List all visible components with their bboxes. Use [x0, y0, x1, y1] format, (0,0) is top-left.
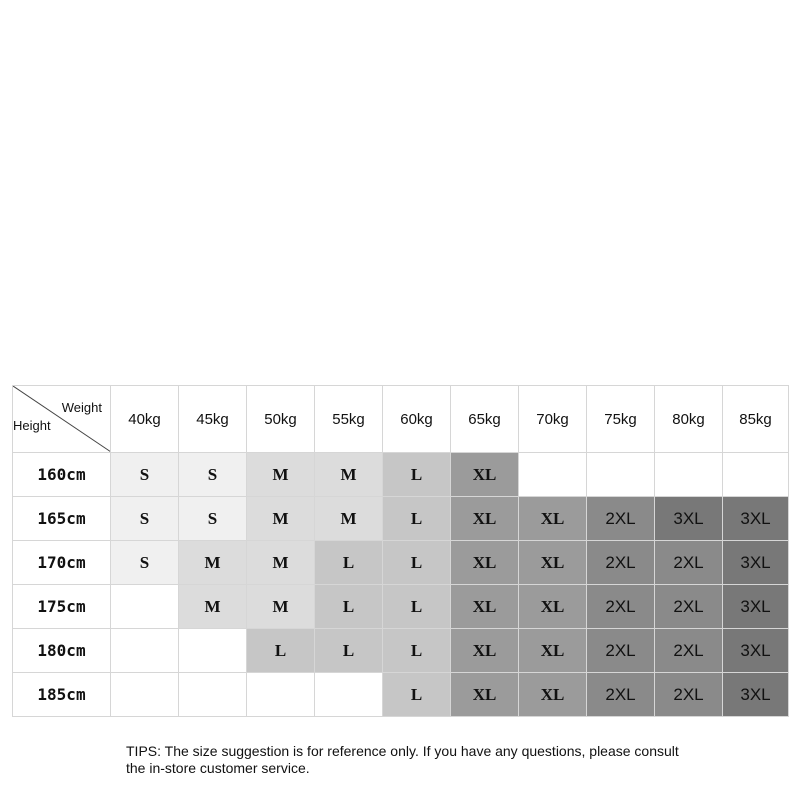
weight-header: 75kg — [587, 386, 655, 453]
size-cell: L — [383, 673, 451, 717]
size-cell: 2XL — [587, 673, 655, 717]
weight-header: 70kg — [519, 386, 587, 453]
size-cell: XL — [451, 629, 519, 673]
size-cell — [111, 629, 179, 673]
size-cell: L — [315, 629, 383, 673]
size-cell — [587, 453, 655, 497]
table-row — [13, 497, 789, 541]
size-cell: XL — [451, 453, 519, 497]
size-cell: 3XL — [655, 497, 723, 541]
size-cell: M — [247, 541, 315, 585]
size-cell: L — [383, 497, 451, 541]
size-chart-table — [12, 385, 789, 717]
weight-header: 50kg — [247, 386, 315, 453]
tips-note: TIPS: The size suggestion is for reference only. If you have any questions, please consult the in-store customer service. — [126, 743, 679, 776]
size-cell: 3XL — [723, 497, 789, 541]
size-cell: XL — [519, 673, 587, 717]
size-cell: 3XL — [723, 629, 789, 673]
size-cell — [179, 673, 247, 717]
size-cell: 2XL — [655, 629, 723, 673]
table-row — [13, 673, 789, 717]
size-cell: L — [247, 629, 315, 673]
size-cell: 2XL — [587, 629, 655, 673]
size-cell: 3XL — [723, 673, 789, 717]
size-cell — [247, 673, 315, 717]
size-cell: 2XL — [587, 541, 655, 585]
size-cell: M — [179, 541, 247, 585]
weight-header: 55kg — [315, 386, 383, 453]
table-row — [13, 629, 789, 673]
size-cell: L — [315, 585, 383, 629]
weight-header: 80kg — [655, 386, 723, 453]
size-cell: 2XL — [655, 541, 723, 585]
size-cell: XL — [519, 497, 587, 541]
size-cell — [723, 453, 789, 497]
size-cell: XL — [519, 541, 587, 585]
size-cell: XL — [519, 585, 587, 629]
size-cell: S — [179, 453, 247, 497]
table-row — [13, 585, 789, 629]
size-cell: S — [179, 497, 247, 541]
size-cell: S — [111, 497, 179, 541]
size-cell — [111, 673, 179, 717]
size-cell: XL — [451, 673, 519, 717]
size-cell: L — [383, 541, 451, 585]
height-row-label: 175cm — [13, 585, 111, 629]
size-cell: XL — [451, 585, 519, 629]
size-cell: 3XL — [723, 585, 789, 629]
size-cell: XL — [519, 629, 587, 673]
size-cell: L — [383, 629, 451, 673]
size-cell: 2XL — [587, 497, 655, 541]
size-cell: 2XL — [587, 585, 655, 629]
size-cell: 3XL — [723, 541, 789, 585]
height-row-label: 165cm — [13, 497, 111, 541]
weight-header: 40kg — [111, 386, 179, 453]
size-cell: M — [247, 585, 315, 629]
size-cell: 2XL — [655, 585, 723, 629]
size-cell: S — [111, 541, 179, 585]
size-cell — [315, 673, 383, 717]
size-cell — [179, 629, 247, 673]
size-cell: L — [383, 453, 451, 497]
weight-header: 65kg — [451, 386, 519, 453]
table-row — [13, 453, 789, 497]
size-cell: L — [383, 585, 451, 629]
size-cell: S — [111, 453, 179, 497]
size-cell: XL — [451, 541, 519, 585]
size-cell — [519, 453, 587, 497]
size-cell: M — [315, 497, 383, 541]
height-row-label: 160cm — [13, 453, 111, 497]
size-cell: M — [247, 453, 315, 497]
weight-header: 60kg — [383, 386, 451, 453]
size-cell — [655, 453, 723, 497]
height-row-label: 185cm — [13, 673, 111, 717]
size-cell: 2XL — [655, 673, 723, 717]
corner-cell — [13, 386, 111, 453]
table-row — [13, 541, 789, 585]
weight-header: 85kg — [723, 386, 789, 453]
size-cell: XL — [451, 497, 519, 541]
size-cell: M — [247, 497, 315, 541]
height-row-label: 180cm — [13, 629, 111, 673]
size-cell: M — [315, 453, 383, 497]
weight-header: 45kg — [179, 386, 247, 453]
height-row-label: 170cm — [13, 541, 111, 585]
header-row — [13, 386, 789, 453]
size-cell: L — [315, 541, 383, 585]
size-cell: M — [179, 585, 247, 629]
size-cell — [111, 585, 179, 629]
weight-axis-label: Weight — [61, 400, 102, 415]
height-axis-label: Height — [13, 418, 51, 433]
